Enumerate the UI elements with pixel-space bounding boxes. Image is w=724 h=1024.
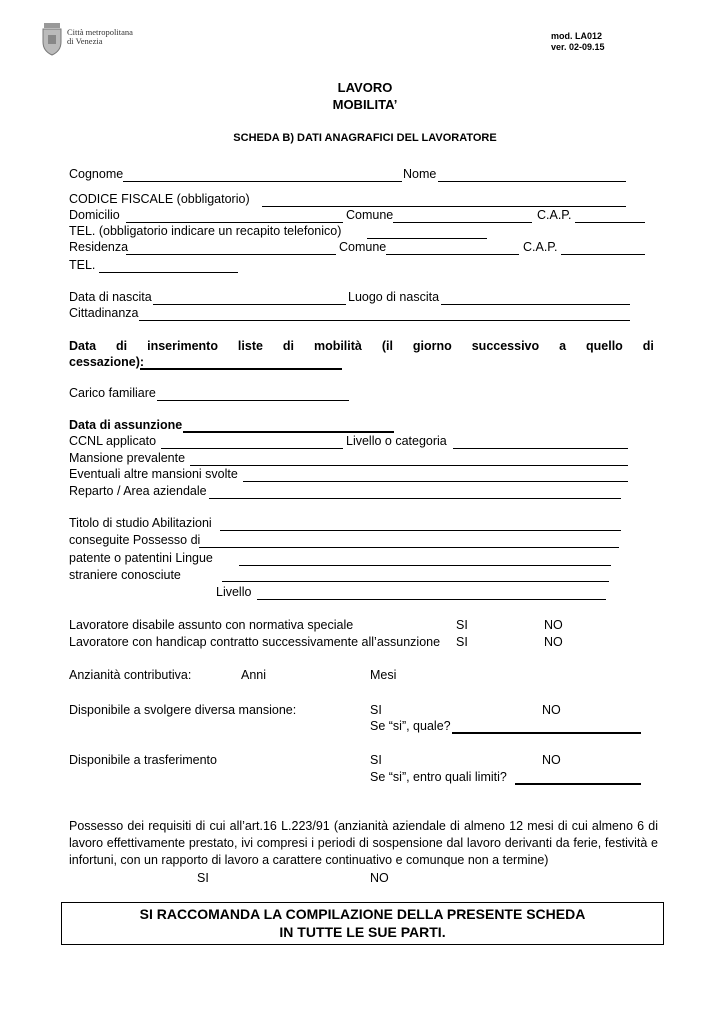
altre-mansioni-field[interactable]: [243, 481, 628, 482]
titolo-studio-field[interactable]: [220, 530, 621, 531]
notice-line1: SI RACCOMANDA LA COMPILAZIONE DELLA PRESENTE SCHEDA: [139, 906, 586, 922]
handicap-si-option[interactable]: SI: [456, 635, 468, 649]
data-inserimento-word: quello: [586, 339, 623, 353]
cessazione-label: cessazione):: [69, 355, 145, 369]
data-inserimento-word: successivo: [471, 339, 540, 353]
disabile-label: Lavoratore disabile assunto con normativa speciale: [69, 618, 354, 632]
data-inserimento-word: Data: [69, 339, 97, 353]
residenza-field[interactable]: [126, 254, 336, 255]
data-nascita-field[interactable]: [153, 304, 346, 305]
reparto-field[interactable]: [209, 498, 621, 499]
conseguite-label: conseguite Possesso di: [69, 533, 201, 547]
se-si-quale-label: Se “si”, quale?: [370, 719, 451, 733]
disabile-no-option[interactable]: NO: [544, 618, 563, 632]
residenza-label: Residenza: [69, 240, 129, 254]
requisiti-no-option[interactable]: NO: [370, 871, 389, 885]
cittadinanza-label: Cittadinanza: [69, 306, 139, 320]
coat-of-arms-icon: [40, 22, 64, 56]
anni-label: Anni: [241, 668, 267, 682]
possesso-patente-field[interactable]: [199, 547, 619, 548]
lingue-straniere-field[interactable]: [222, 581, 609, 582]
comune-field[interactable]: [393, 222, 532, 223]
trasferimento-no-option[interactable]: NO: [542, 753, 561, 767]
data-inserimento-word: liste: [237, 339, 263, 353]
data-inserimento-word: di: [116, 339, 128, 353]
disabile-si-option[interactable]: SI: [456, 618, 468, 632]
data-inserimento-word: (il: [381, 339, 393, 353]
data-inserimento-word: mobilità: [313, 339, 362, 353]
cap-field[interactable]: [575, 222, 645, 223]
codice-fiscale-label: CODICE FISCALE (obbligatorio): [69, 192, 250, 206]
data-inserimento-word: a: [559, 339, 567, 353]
data-inserimento-word: giorno: [412, 339, 452, 353]
cognome-label: Cognome: [69, 167, 124, 181]
requisiti-si-option[interactable]: SI: [197, 871, 209, 885]
logo-line1: Città metropolitana: [67, 27, 133, 37]
altre-mansioni-label: Eventuali altre mansioni svolte: [69, 467, 238, 481]
domicilio-label: Domicilio: [69, 208, 120, 222]
luogo-nascita-field[interactable]: [441, 304, 630, 305]
residenza-comune-field[interactable]: [386, 254, 519, 255]
module-code: mod. LA012: [551, 31, 603, 41]
mansione-prevalente-field[interactable]: [190, 465, 628, 466]
data-inserimento-label: [69, 339, 654, 354]
trasferimento-label: Disponibile a trasferimento: [69, 753, 217, 767]
diversa-mansione-label: Disponibile a svolgere diversa mansione:: [69, 703, 297, 717]
handicap-label: Lavoratore con handicap contratto successivamente all’assunzione: [69, 635, 441, 649]
residenza-cap-label: C.A.P.: [523, 240, 558, 254]
se-si-limiti-field[interactable]: [515, 783, 641, 785]
subtitle: SCHEDA B) DATI ANAGRAFICI DEL LAVORATORE: [233, 132, 497, 144]
tel-obbligatorio-label: TEL. (obbligatorio indicare un recapito telefonico): [69, 224, 342, 238]
nome-label: Nome: [403, 167, 437, 181]
diversa-mansione-si-option[interactable]: SI: [370, 703, 382, 717]
tel-obbligatorio-field[interactable]: [367, 238, 487, 239]
data-inserimento-word: inserimento: [147, 339, 218, 353]
data-assunzione-label: Data di assunzione: [69, 418, 183, 432]
mansione-prevalente-label: Mansione prevalente: [69, 451, 186, 465]
ccnl-field[interactable]: [161, 448, 343, 449]
livello-categoria-label: Livello o categoria: [346, 434, 447, 448]
data-assunzione-field[interactable]: [183, 431, 394, 433]
anzianita-label: Anzianità contributiva:: [69, 668, 192, 682]
residenza-comune-label: Comune: [339, 240, 387, 254]
cittadinanza-field[interactable]: [139, 320, 630, 321]
module-version: ver. 02-09.15: [551, 42, 605, 52]
cognome-field[interactable]: [123, 181, 402, 182]
data-inserimento-word: di: [642, 339, 654, 353]
straniere-label: straniere conosciute: [69, 568, 181, 582]
lingue-field[interactable]: [239, 565, 611, 566]
se-si-limiti-label: Se “si”, entro quali limiti?: [370, 770, 507, 784]
carico-familiare-label: Carico familiare: [69, 386, 156, 400]
luogo-nascita-label: Luogo di nascita: [348, 290, 440, 304]
handicap-no-option[interactable]: NO: [544, 635, 563, 649]
domicilio-field[interactable]: [126, 222, 343, 223]
notice-line2: IN TUTTE LE SUE PARTI.: [279, 924, 446, 940]
livello-label: Livello: [216, 585, 252, 599]
carico-familiare-field[interactable]: [157, 400, 349, 401]
comune-label: Comune: [346, 208, 394, 222]
data-inserimento-word: di: [282, 339, 294, 353]
logo-line2: di Venezia: [67, 36, 103, 46]
nome-field[interactable]: [438, 181, 626, 182]
title-mobilita: MOBILITA’: [332, 97, 398, 112]
data-nascita-label: Data di nascita: [69, 290, 152, 304]
livello-categoria-field[interactable]: [453, 448, 628, 449]
diversa-mansione-no-option[interactable]: NO: [542, 703, 561, 717]
reparto-label: Reparto / Area aziendale: [69, 484, 207, 498]
title-lavoro: LAVORO: [337, 80, 393, 95]
patente-label: patente o patentini Lingue: [69, 551, 213, 565]
logo: [40, 22, 150, 58]
requisiti-paragraph: Possesso dei requisiti di cui all’art.16 L.223/91 (anzianità aziendale di almeno 12 mesi di cui almeno 6 di lavoro effettivamente prestato, ivi compresi i periodi di sospensione dal lavoro derivanti da ferie, festività e infortuni, con un rapporto di lavoro a carattere continuativo e comunque non a termine): [69, 819, 658, 867]
livello-field[interactable]: [257, 599, 606, 600]
tel-field[interactable]: [99, 272, 238, 273]
residenza-cap-field[interactable]: [561, 254, 645, 255]
data-inserimento-field[interactable]: [140, 368, 342, 370]
mesi-label: Mesi: [370, 668, 397, 682]
cap-label: C.A.P.: [537, 208, 572, 222]
se-si-quale-field[interactable]: [452, 732, 641, 734]
ccnl-label: CCNL applicato: [69, 434, 157, 448]
titolo-studio-label: Titolo di studio Abilitazioni: [69, 516, 212, 530]
trasferimento-si-option[interactable]: SI: [370, 753, 382, 767]
tel-label: TEL.: [69, 258, 96, 272]
codice-fiscale-field[interactable]: [262, 206, 626, 207]
